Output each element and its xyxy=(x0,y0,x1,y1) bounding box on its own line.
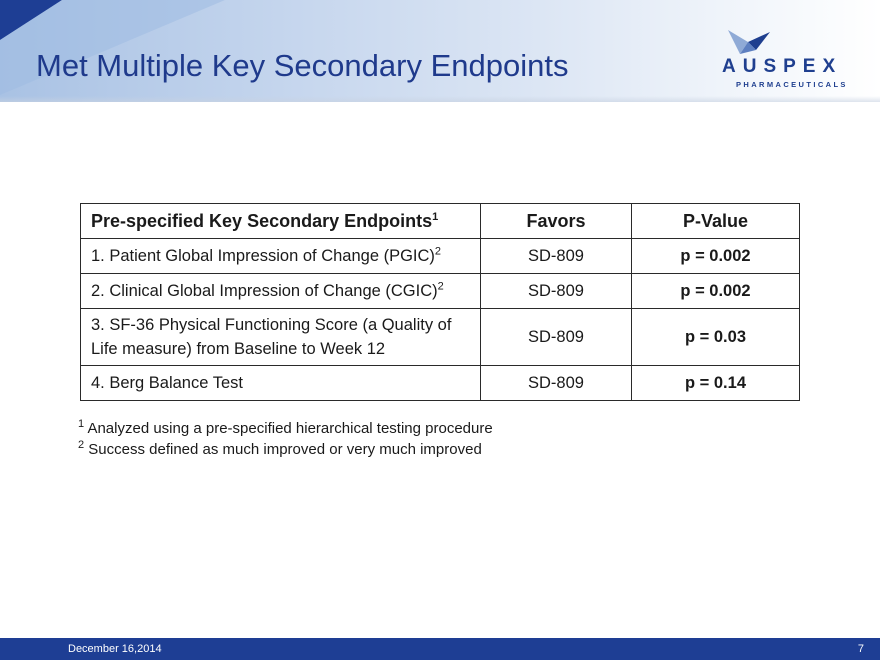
footer-bar xyxy=(0,638,880,660)
p-value-cell: p = 0.03 xyxy=(632,309,800,366)
favors-cell: SD-809 xyxy=(481,366,632,401)
p-value-cell: p = 0.14 xyxy=(632,366,800,401)
table-row xyxy=(81,239,800,274)
footnote-1-text: Analyzed using a pre-specified hierarchical testing procedure xyxy=(84,420,493,437)
footer-date: December 16,2014 xyxy=(68,643,162,655)
footnotes xyxy=(78,418,493,460)
header-endpoint: Pre-specified Key Secondary Endpoints$^1$ xyxy=(81,204,481,239)
footnote-2-text: Success defined as much improved or very much improved xyxy=(84,441,482,458)
footnote-1 xyxy=(78,418,493,439)
table-row xyxy=(81,309,800,366)
footnote-mark: 2 xyxy=(437,280,444,292)
header-footnote-mark: 1 xyxy=(432,210,439,223)
table-header-row xyxy=(81,204,800,239)
logo-bird-icon xyxy=(726,28,772,58)
endpoint-cell: 3. SF-36 Physical Functioning Score (a Quality of Life measure) from Baseline to Week 12 xyxy=(81,309,481,366)
logo-name: AUSPEX xyxy=(722,56,843,77)
header-favors: Favors xyxy=(481,204,632,239)
endpoint-cell: 2. Clinical Global Impression of Change (CGIC)$^2$ xyxy=(81,274,481,309)
favors-cell: SD-809 xyxy=(481,309,632,366)
footnote-2-mark: 2 xyxy=(78,439,85,451)
favors-cell: SD-809 xyxy=(481,239,632,274)
endpoint-cell: 1. Patient Global Impression of Change (PGIC)$^2$ xyxy=(81,239,481,274)
footnote-2 xyxy=(78,439,493,460)
table-row xyxy=(81,366,800,401)
company-logo xyxy=(720,28,864,92)
logo-subtitle: PHARMACEUTICALS xyxy=(736,80,848,89)
endpoint-cell: 4. Berg Balance Test xyxy=(81,366,481,401)
slide-title: Met Multiple Key Secondary Endpoints xyxy=(36,48,569,83)
header-p-value: P-Value xyxy=(632,204,800,239)
footnote-mark: 2 xyxy=(434,245,442,257)
p-value-cell: p = 0.002 xyxy=(632,239,800,274)
favors-cell: SD-809 xyxy=(481,274,632,309)
table-row xyxy=(81,274,800,309)
endpoints-table xyxy=(80,203,800,401)
footnote-1-mark: 1 xyxy=(78,418,85,430)
p-value-cell: p = 0.002 xyxy=(632,274,800,309)
page-number: 7 xyxy=(857,643,864,655)
